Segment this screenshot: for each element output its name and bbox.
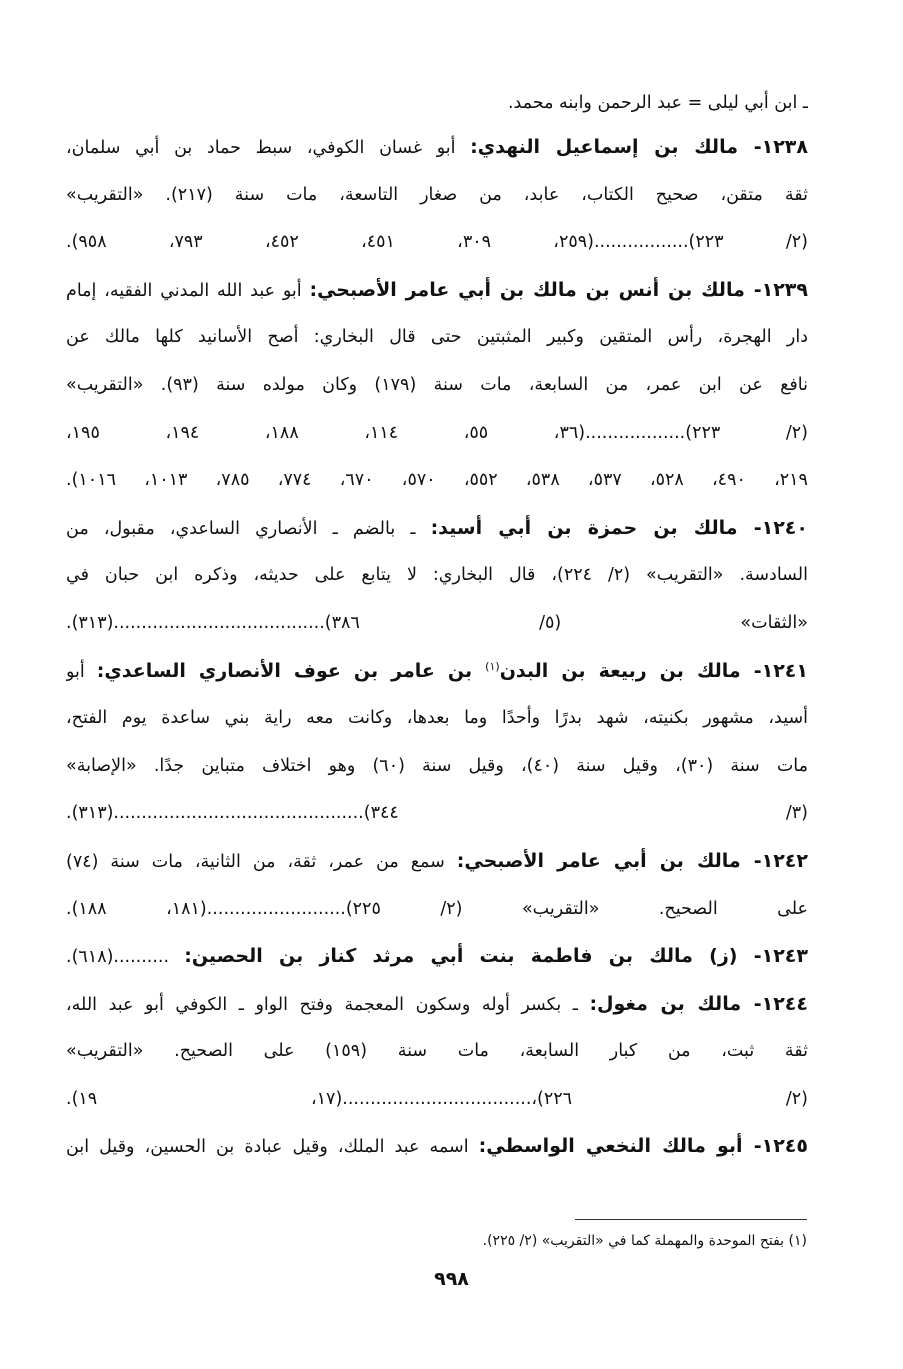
entry-name: مالك بن إسماعيل النهدي: (470, 136, 738, 158)
entry-name: (ز) مالك بن فاطمة بنت أبي مرثد كناز بن الحصين: (184, 945, 738, 968)
entry-name: مالك بن أبي عامر الأصبحي: (456, 849, 741, 872)
text-line: على الصحيح. «التقريب» (٢/ ٢٢٥).........................(١٨١، ١٨٨). (66, 898, 808, 919)
entry-1245-heading: ١٢٤٥- أبو مالك النخعي الواسطي: اسمه عبد الملك، وقيل عبادة بن الحسين، وقيل ابن (66, 1135, 808, 1158)
text-line: نافع عن ابن عمر، من السابعة، مات سنة (١٧٩) وكان مولده سنة (٩٣). «التقريب» (66, 374, 808, 395)
entry-name: مالك بن حمزة بن أبي أسيد: (430, 516, 738, 539)
text-line: «الثقات» (٥/ ٣٨٦)......................................(٣١٣). (66, 612, 808, 633)
text-line: (٢/ ٢٢٣)..................(٣٦، ٥٥، ١١٤، ١٨٨، ١٩٤، ١٩٥، (66, 422, 808, 443)
footnote-divider (575, 1219, 807, 1220)
page-body (66, 82, 808, 1171)
entry-number: ١٢٣٩- (744, 278, 808, 301)
entry-number: ١٢٤٢- (740, 849, 808, 872)
entry-1244-heading: ١٢٤٤- مالك بن مغول: ـ بكسر أوله وسكون المعجمة وفتح الواو ـ الكوفي أبو عبد الله، (66, 992, 808, 1015)
text-line: ثقة متقن، صحيح الكتاب، عابد، من صغار التاسعة، مات سنة (٢١٧). «التقريب» (66, 184, 808, 205)
entry-number: ١٢٤٤- (741, 992, 808, 1015)
footnote: (١) بفتح الموحدة والمهملة كما في «التقريب» (٢/ ٢٢٥). (482, 1233, 807, 1249)
entry-number: ١٢٤٣- (737, 945, 808, 968)
entry-1242-heading: ١٢٤٢- مالك بن أبي عامر الأصبحي: سمع من عمر، ثقة، من الثانية، مات سنة (٧٤) (66, 849, 808, 872)
text-line: (٣/ ٣٤٤).............................................(٣١٣). (66, 803, 808, 824)
text-line: أسيد، مشهور بكنيته، شهد بدرًا وأحدًا وما بعدها، وكانت معه راية بني ساعدة يوم الفتح، (66, 708, 808, 729)
text-line: دار الهجرة، رأس المتقين وكبير المثبتين حتى قال البخاري: أصح الأسانيد كلها مالك عن (66, 327, 808, 348)
text-line: ثقة ثبت، من كبار السابعة، مات سنة (١٥٩) على الصحيح. «التقريب» (66, 1041, 808, 1062)
text-line: مات سنة (٣٠)، وقيل سنة (٤٠)، وقيل سنة (٦٠) وهو اختلاف متباين جدًا. «الإصابة» (66, 755, 808, 776)
entry-number: ١٢٣٨- (737, 136, 808, 158)
entry-1240-heading: ١٢٤٠- مالك بن حمزة بن أبي أسيد: ـ بالضم ـ الأنصاري الساعدي، مقبول، من (66, 516, 808, 539)
entry-1239-heading: ١٢٣٩- مالك بن أنس بن مالك بن أبي عامر الأصبحي: أبو عبد الله المدني الفقيه، إمام (66, 278, 808, 301)
entry-number: ١٢٤١- (740, 659, 808, 682)
entry-name: مالك بن مغول: (589, 992, 742, 1015)
text-line: ـ ابن أبي ليلى = عبد الرحمن وابنه محمد. (507, 93, 808, 113)
entry-name: أبو مالك النخعي الواسطي: (478, 1135, 743, 1158)
text-line: السادسة. «التقريب» (٢/ ٢٢٤)، قال البخاري: لا يتابع على حديثه، وذكره ابن حبان في (66, 565, 808, 586)
entry-number: ١٢٤٠- (737, 516, 808, 539)
entry-name: مالك بن ربيعة بن البدن (499, 659, 741, 682)
entry-1243-heading: ١٢٤٣- (ز) مالك بن فاطمة بنت أبي مرثد كناز بن الحصين: ..........(٦١٨). (66, 945, 808, 968)
text-line: (٢/ ٢٢٣).................(٢٥٩، ٣٠٩، ٤٥١، ٤٥٢، ٧٩٣، ٩٥٨). (66, 232, 808, 253)
entry-1238-heading: ١٢٣٨- مالك بن إسماعيل النهدي: أبو غسان الكوفي، سبط حماد بن أبي سلمان، (66, 136, 808, 158)
entry-1241-heading: ١٢٤١- مالك بن ربيعة بن البدن$^{(١)}$ بن عامر بن عوف الأنصاري الساعدي: أبو (66, 659, 808, 682)
entry-name: مالك بن أنس بن مالك بن أبي عامر الأصبحي: (309, 278, 745, 301)
footnote-marker: (١) (485, 659, 500, 673)
entry-name-continued: بن عامر بن عوف الأنصاري الساعدي: (96, 659, 486, 682)
text-line: ٢١٩، ٤٩٠، ٥٢٨، ٥٣٧، ٥٣٨، ٥٥٢، ٥٧٠، ٦٧٠، ٧٧٤، ٧٨٥، ١٠١٣، ١٠١٦). (66, 470, 808, 491)
entry-number: ١٢٤٥- (742, 1135, 808, 1158)
page-number: ٩٩٨ (434, 1268, 469, 1290)
text-line: (٢/ ٢٢٦)،..................................(١٧، ١٩). (66, 1088, 808, 1109)
